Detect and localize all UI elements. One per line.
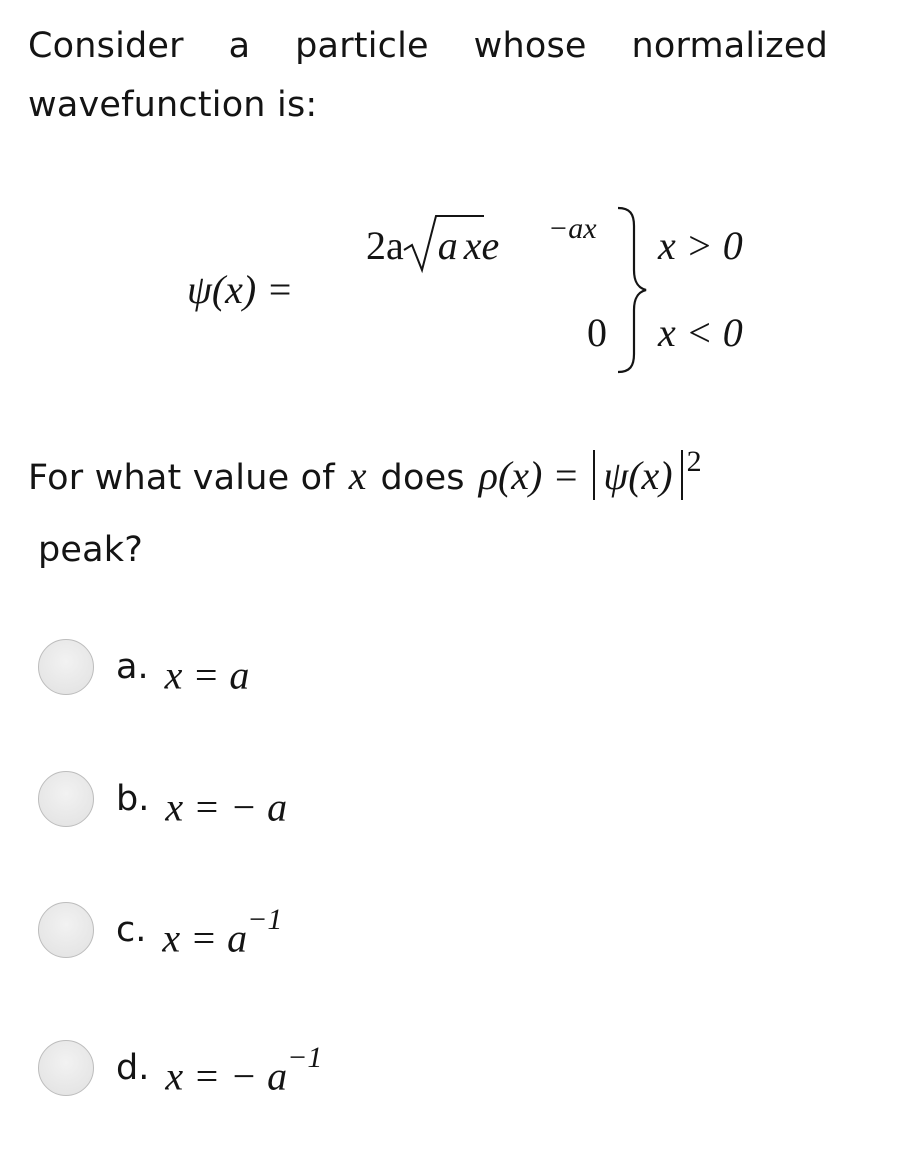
option-exponent: −1 (287, 1040, 323, 1074)
option-expression (165, 1040, 323, 1099)
radio-button-d[interactable] (38, 1040, 94, 1096)
option-letter: b. (116, 779, 150, 819)
intro-line-1 (28, 26, 828, 66)
psi-coefficient: 2a (366, 223, 404, 268)
psi-condition-negative: x < 0 (658, 310, 743, 355)
option-letter: a. (116, 647, 149, 687)
psi-condition-positive: x > 0 (658, 223, 743, 268)
option-expr-text: x = a (164, 652, 250, 698)
answer-option-b[interactable] (38, 769, 287, 829)
intro-word: particle (295, 26, 429, 66)
option-expr-text: x = a (162, 915, 248, 961)
question-prefix: For what value of (28, 458, 335, 498)
psi-case-negative: 0 (587, 310, 607, 355)
option-expr-text: x = − a (165, 784, 288, 830)
option-expr-text: x = − a (165, 1053, 288, 1099)
answer-option-c[interactable] (38, 900, 282, 960)
abs-power: 2 (686, 445, 702, 478)
right-brace-icon (612, 206, 652, 376)
answer-option-d[interactable] (38, 1038, 322, 1098)
option-letter: d. (116, 1048, 150, 1088)
sqrt-radicand: a (437, 223, 458, 268)
abs-bar-left (593, 450, 595, 500)
option-letter: c. (116, 910, 147, 950)
psi-lhs: ψ(x) = (187, 267, 294, 312)
psi-exponent: −ax (548, 212, 597, 245)
intro-word: a (228, 26, 251, 66)
option-expression (162, 902, 283, 961)
sqrt-sign-icon (402, 212, 484, 276)
intro-line-2: wavefunction is: (28, 85, 318, 125)
sqrt-expression (402, 222, 458, 269)
intro-word: whose (473, 26, 587, 66)
question-line-2: peak? (38, 530, 144, 570)
rho-expression: ρ(x) = (478, 453, 580, 498)
intro-word: Consider (28, 26, 184, 66)
psi-case1-rest: xe (463, 223, 500, 268)
abs-bar-right (681, 450, 683, 500)
psi-abs-inner: ψ(x) (603, 453, 673, 498)
intro-word: normalized (631, 26, 828, 66)
radio-button-b[interactable] (38, 771, 94, 827)
question-line-1 (28, 445, 702, 499)
option-exponent: −1 (247, 902, 283, 936)
psi-abs-value (593, 452, 682, 499)
question-variable: x (348, 453, 367, 498)
radio-button-a[interactable] (38, 639, 94, 695)
answer-option-a[interactable] (38, 637, 249, 697)
radio-button-c[interactable] (38, 902, 94, 958)
option-expression (165, 780, 287, 830)
psi-case-positive (366, 222, 499, 269)
question-middle: does (380, 458, 465, 498)
option-expression (165, 648, 250, 698)
